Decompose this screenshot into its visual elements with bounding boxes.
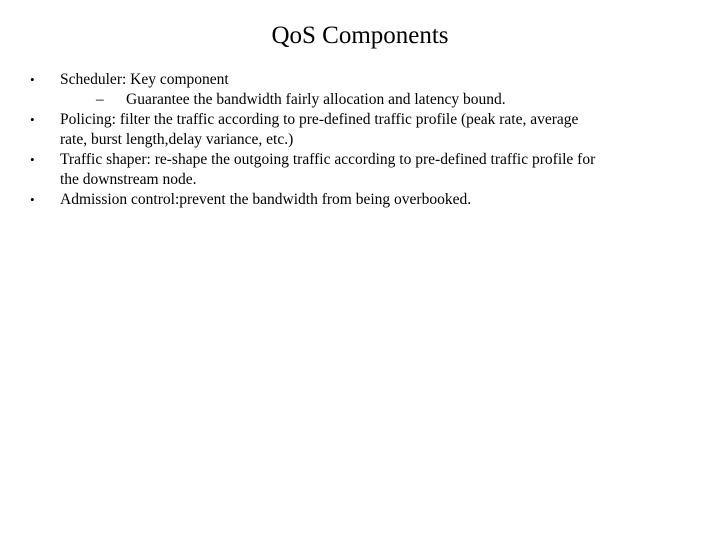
bullet-text <box>60 110 695 150</box>
bullet-item-traffic-shaper <box>30 150 695 190</box>
sub-bullet-text: Guarantee the bandwidth fairly allocation and latency bound. <box>126 91 506 108</box>
bullet-text-line: the downstream node. <box>60 171 197 188</box>
bullet-item-policing <box>30 110 695 150</box>
bullet-marker: • <box>30 152 35 167</box>
bullet-item-admission-control <box>30 190 695 210</box>
slide-title: QoS Components <box>271 22 449 49</box>
bullet-marker: • <box>30 192 35 207</box>
bullet-text-line: Policing: filter the traffic according to pre-defined traffic profile (peak rate, average <box>60 111 579 128</box>
bullet-list <box>30 70 695 210</box>
bullet-text <box>60 150 695 190</box>
bullet-text: Admission control:prevent the bandwidth from being overbooked. <box>60 191 472 208</box>
bullet-text-line: rate, burst length,delay variance, etc.) <box>60 131 294 148</box>
bullet-item-scheduler <box>30 70 695 90</box>
sub-bullet-marker: – <box>96 91 104 108</box>
bullet-text-line: Traffic shaper: re-shape the outgoing traffic according to pre-defined traffic profile for <box>60 151 596 168</box>
bullet-text: Scheduler: Key component <box>60 71 229 88</box>
bullet-marker: • <box>30 112 35 127</box>
bullet-marker: • <box>30 72 35 87</box>
sub-bullet-item <box>30 90 695 110</box>
